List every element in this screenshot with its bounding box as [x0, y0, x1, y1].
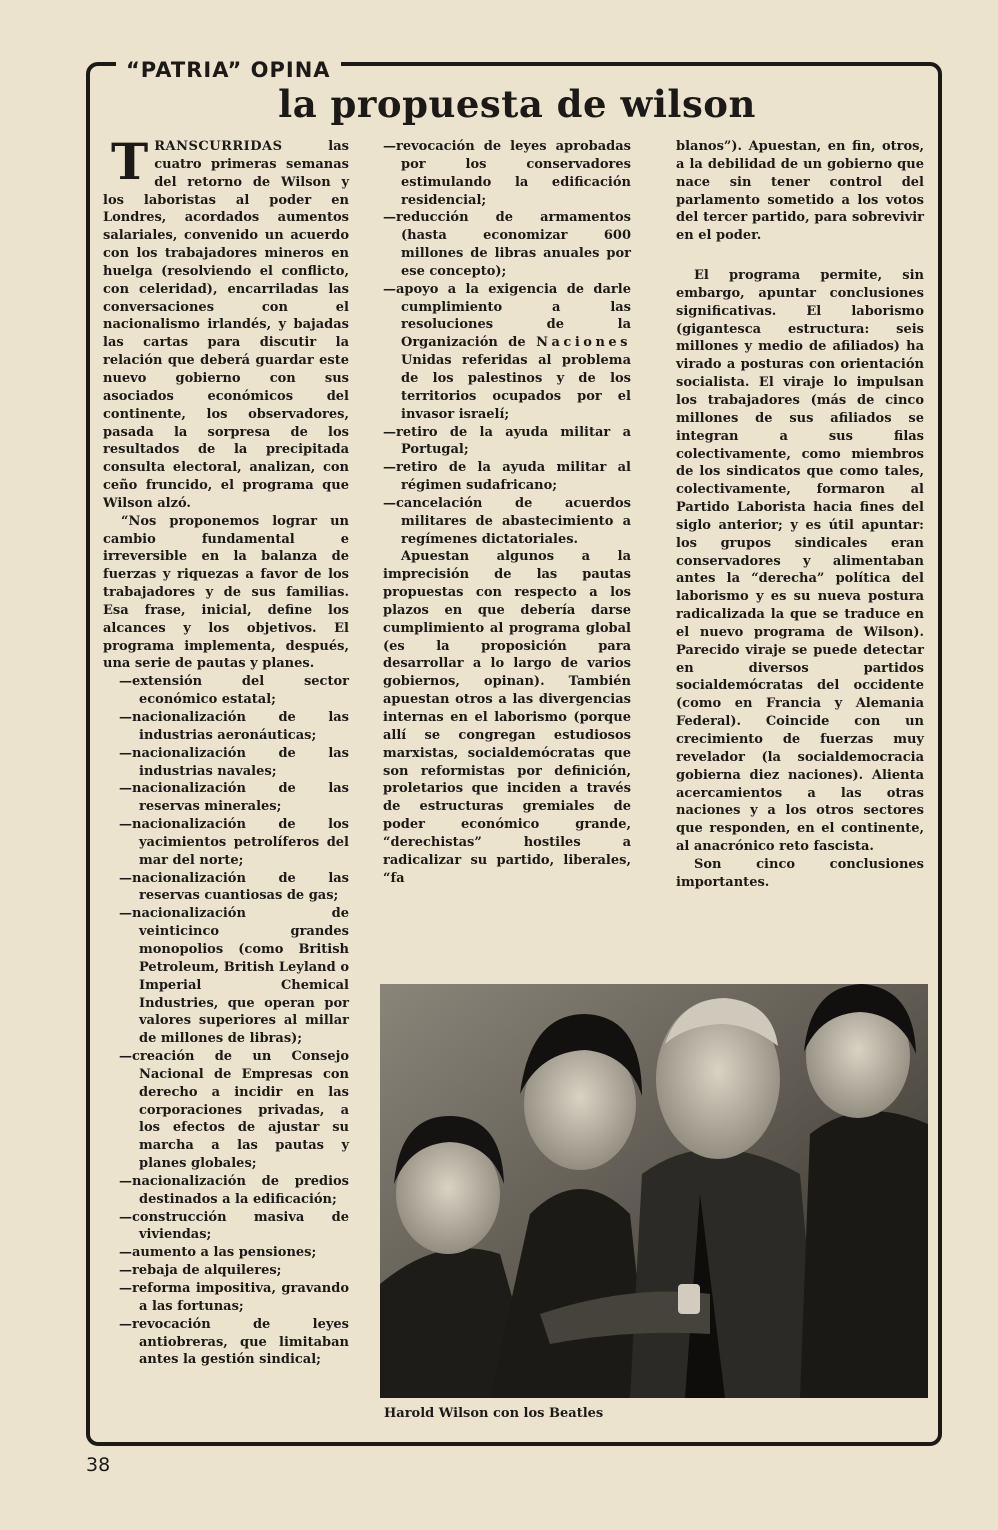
photo: [380, 984, 928, 1398]
drop-cap: T: [111, 132, 149, 191]
body-paragraph: blanos”). Apuestan, en fin, otros, a la debilidad de un gobierno que nace sin tener control del parlamento sometido a los votos del tercer partido, para sobrevivir en el poder.: [676, 139, 924, 244]
list-item: —nacionalización de las industrias aeronáuticas;: [119, 710, 349, 743]
page-number: 38: [86, 1454, 111, 1476]
closing-paragraph: Son cinco conclusiones importantes.: [676, 856, 924, 890]
list-item: —revocación de leyes aprobadas por los conservadores estimulando la edificación residencial;: [383, 139, 631, 208]
list-item: —rebaja de alquileres;: [119, 1263, 282, 1279]
list-item: —nacionalización de los yacimientos petrolíferos del mar del norte;: [119, 817, 349, 868]
list-item: —nacionalización de las industrias navales;: [119, 745, 349, 779]
headline: la propuesta de wilson: [278, 82, 756, 126]
intro-text: las cuatro primeras semanas del retorno de Wilson y los laboristas al poder en Londres, acordados aumentos salariales, convenido un acuerdo con los trabajadores mineros en huelga (resolviendo el conflicto, con celeridad), encarriladas las conversaciones con el nacionalismo irlandés, y bajadas las cartas para discutir la relación que deberá guardar este nuevo gobierno con sus asociados económicos del continente, los observadores, pasada la sorpresa de los resultados de la precipitada consulta electoral, analizan, con ceño fruncido, el programa que Wilson alzó.: [103, 139, 349, 511]
list-item: —aumento a las pensiones;: [119, 1245, 317, 1261]
program-list-2: [383, 138, 631, 548]
body-paragraph: El programa permite, sin embargo, apuntar conclusiones significativas. El laborismo (gigantesca estructura: seis millones y medio de afiliados) ha virado a posturas con orientación socialista. El viraje lo impulsan los trabajadores (más de cinco millones de sus afiliados se integran a sus filas colectivamente, como miembros de los sindicatos que como tales, colectivamente, formaron al Partido Laborista hacia fines del siglo anterior; y es útil apuntar: los grupos sindicales eran conservadores y alimentaban antes la “derecha” política del laborismo y es su nueva postura radicalizada la que se traduce en el nuevo programa de Wilson). Parecido viraje se puede detectar en diversos partidos socialdemócratas del occidente (como en Francia y Alemania Federal). Coincide con un crecimiento de fuerzas muy revelador (la socialdemocracia gobierna diez naciones). Alienta acercamientos a las otras naciones y a los otros sectores que responden, en el continente, al anacrónico reto fascista.: [676, 268, 924, 855]
list-item-text: —apoyo a la exigencia de darle cumplimiento a las resoluciones de la Organización de: [383, 281, 631, 351]
column-3: [676, 138, 924, 892]
photo-illustration: [380, 984, 928, 1398]
column-2: [383, 138, 631, 887]
list-item: —reforma impositiva, gravando a las fortunas;: [119, 1281, 349, 1314]
list-item: —creación de un Consejo Nacional de Empresas con derecho a incidir en las corporaciones privadas, a los efectos de ajustar su marcha a las pautas y planes globales;: [119, 1049, 349, 1172]
list-item: —reducción de armamentos (hasta economizar 600 millones de libras anuales por ese concepto);: [383, 210, 631, 279]
list-item: —construcción masiva de viviendas;: [119, 1209, 349, 1243]
intro-paragraph: [103, 132, 349, 513]
program-list-1: [103, 673, 349, 1369]
list-item: [383, 281, 631, 424]
spaced-word: Naciones: [536, 335, 631, 351]
quote-paragraph: “Nos proponemos lograr un cambio fundamental e irreversible en la balanza de fuerzas y riquezas a favor de los trabajadores y de sus familias. Esa frase, inicial, define los alcances y los objetivos. El programa implementa, después, una serie de pautas y planes.: [103, 513, 349, 672]
list-item: —nacionalización de las reservas minerales;: [119, 781, 349, 815]
photo-caption: Harold Wilson con los Beatles: [384, 1406, 604, 1421]
list-item: —revocación de leyes antiobreras, que limitaban antes la gestión sindical;: [119, 1316, 349, 1368]
body-paragraph: Apuestan algunos a la imprecisión de las pautas propuestas con respecto a los plazos en que debería darse cumplimiento al programa global (es la proposición para desarrollar a lo largo de varios gobiernos, opinan). También apuestan otros a las divergencias internas en el laborismo (porque allí se congregan estudiosos marxistas, socialdemócratas que son reformistas por definición, proletarios que inciden a través de estructuras gremiales de poder económico grande, “derechistas” hostiles a radicalizar su partido, liberales, “fa: [383, 549, 631, 886]
list-item: —cancelación de acuerdos militares de abastecimiento a regímenes dictatoriales.: [383, 495, 631, 547]
list-item: —extensión del sector económico estatal;: [119, 674, 349, 708]
list-item: —nacionalización de predios destinados a la edificación;: [119, 1173, 349, 1207]
list-item: —retiro de la ayuda militar al régimen sudafricano;: [383, 460, 631, 494]
intro-caps: RANSCURRIDAS: [154, 139, 283, 154]
list-item: —nacionalización de veinticinco grandes monopolios (como British Petroleum, British Leyland o Imperial Chemical Industries, que operan por valores superiores al millar de millones de libras);: [119, 906, 349, 1047]
list-item-text: Unidas referidas al problema de los palestinos y de los territorios ocupados por el invasor israelí;: [401, 353, 631, 422]
list-item: —retiro de la ayuda militar a Portugal;: [383, 424, 631, 458]
column-1: [103, 132, 349, 1369]
section-label: “PATRIA” OPINA: [116, 58, 341, 82]
list-item: —nacionalización de las reservas cuantiosas de gas;: [119, 870, 349, 904]
